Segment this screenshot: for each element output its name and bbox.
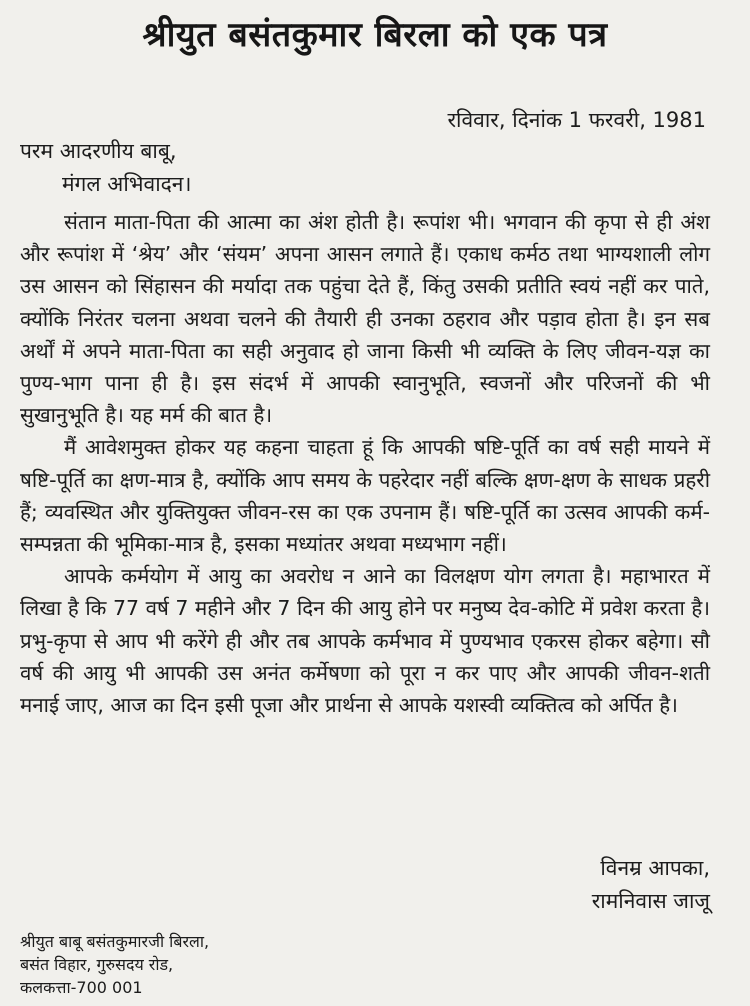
closing: विनम्र आपका, [600,856,710,880]
recipient-address [20,930,209,999]
address-line: कलकत्ता-700 001 [20,978,143,997]
address-line: श्रीयुत बाबू बसंतकुमारजी बिरला, [20,932,210,951]
paragraph-1: संतान माता-पिता की आत्मा का अंश होती है। रूपांश भी। भगवान की कृपा से ही अंश और रूपांश में ‘श्रेय’ और ‘संयम’ अपना आसन लगाते हैं। एकाध कर्मठ तथा भाग्यशाली लोग उस आसन को सिंहासन की मर्यादा तक पहुंचा देते हैं, किंतु उसकी प्रतीति स्वयं नहीं कर पाते, क्योंकि निरंतर चलना अथवा चलने की तैयारी ही उनका ठहराव और पड़ाव होता है। इन सब अर्थों में अपने माता-पिता का सही अनुवाद हो जाना किसी भी व्यक्ति के लिए जीवन-यज्ञ का पुण्य-भाग पाना ही है। इस संदर्भ में आपकी स्वानुभूति, स्वजनों और परिजनों की भी सुखानुभूति है। यह मर्म की बात है। [20,210,710,428]
signature: रामनिवास जाजू [591,889,710,913]
page-title: श्रीयुत बसंतकुमार बिरला को एक पत्र [142,15,608,55]
letter-date: रविवार, दिनांक 1 फरवरी, 1981 [447,108,706,132]
paragraph-2: मैं आवेशमुक्त होकर यह कहना चाहता हूं कि आपकी षष्टि-पूर्ति का वर्ष सही मायने में षष्टि-पूर्ति का क्षण-मात्र है, क्योंकि आप समय के पहरेदार नहीं बल्कि क्षण-क्षण के साधक प्रहरी हैं; व्यवस्थित और युक्तियुक्त जीवन-रस का एक उपनाम हैं। षष्टि-पूर्ति का उत्सव आपकी कर्म-सम्पन्नता की भूमिका-मात्र है, इसका मध्यांतर अथवा मध्यभाग नहीं। [20,435,710,557]
letter-body [20,206,710,721]
address-line: बसंत विहार, गुरुसदय रोड, [20,955,174,974]
salutation: परम आदरणीय बाबू, [20,139,177,163]
paragraph-3: आपके कर्मयोग में आयु का अवरोध न आने का विलक्षण योग लगता है। महाभारत में लिखा है कि 77 वर्ष 7 महीने और 7 दिन की आयु होने पर मनुष्य देव-कोटि में प्रवेश करता है। प्रभु-कृपा से आप भी करेंगे ही और तब आपके कर्मभाव में पुण्यभाव एकरस होकर बहेगा। सौ वर्ष की आयु भी आपकी उस अनंत कर्मेषणा को पूरा न कर पाए और आपकी जीवन-शती मनाई जाए, आज का दिन इसी पूजा और प्रार्थना से आपके यशस्वी व्यक्तित्व को अर्पित है। [20,564,710,718]
greeting: मंगल अभिवादन। [62,172,192,196]
